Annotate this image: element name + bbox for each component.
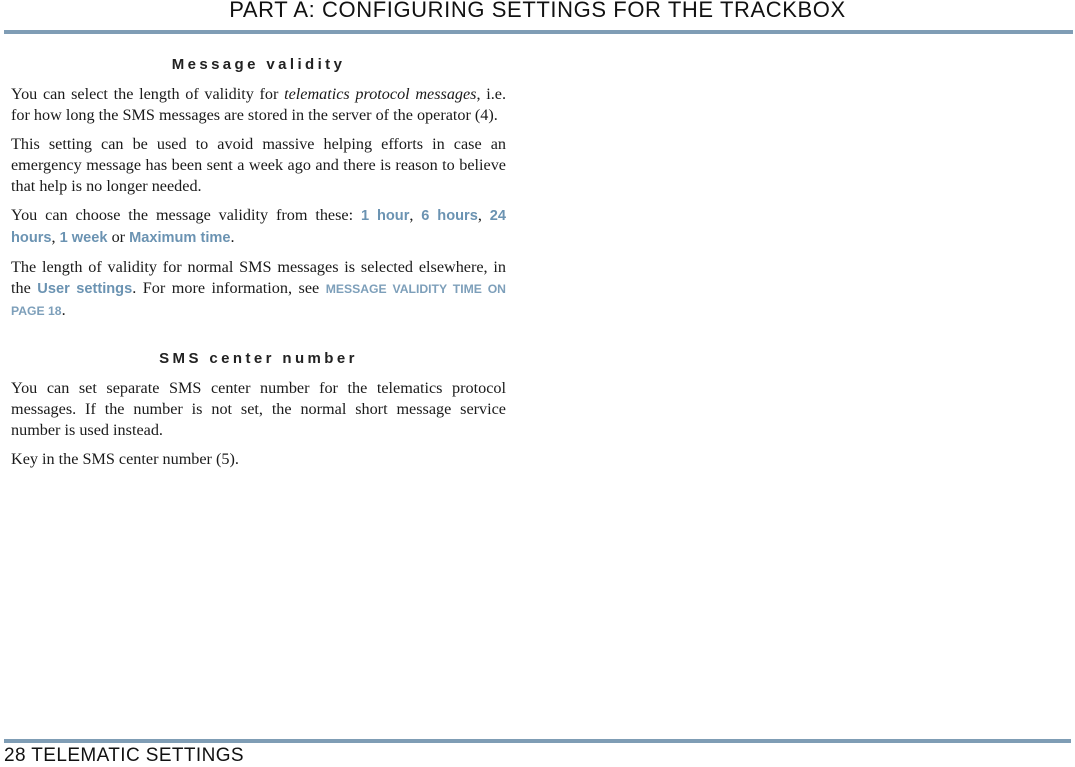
- cross-reference-link[interactable]: MESSAGE VALIDITY TIME ON PAGE 18: [11, 282, 506, 318]
- paragraph-sms-center-intro: You can set separate SMS center number for the telematics protocol messages. If the number is not set, the normal short message service number is used instead.: [11, 379, 506, 439]
- section-heading-message-validity: Message validity: [171, 56, 346, 73]
- separator: ,: [409, 206, 422, 224]
- option-1-hour: 1 hour: [360, 208, 410, 224]
- separator-or: or: [107, 228, 130, 246]
- paragraph-sms-center-keyin: Key in the SMS center number (5).: [11, 450, 239, 468]
- separator: ,: [477, 206, 490, 224]
- footer-divider: [4, 739, 1071, 743]
- header-divider: [4, 30, 1073, 34]
- option-maximum-time: Maximum time: [129, 230, 231, 246]
- paragraph-validity-purpose: This setting can be used to avoid massive helping efforts in case an emergency message has been sent a week ago and there is reason to believe that help is no longer needed.: [11, 135, 506, 195]
- text-span: The length of validity for normal SMS messages is selected elsewhere, in the: [11, 258, 506, 297]
- separator: ,: [51, 228, 60, 246]
- user-settings-term: User settings: [37, 281, 133, 297]
- option-1-week: 1 week: [59, 230, 108, 246]
- page-header-title: PART A: CONFIGURING SETTINGS FOR THE TRACKBOX: [229, 0, 846, 22]
- text-span: You can choose the message validity from these:: [11, 206, 361, 224]
- option-24-hours: 24 hours: [11, 208, 506, 246]
- paragraph-validity-intro: [11, 84, 506, 126]
- text-span: , i.e. for how long the SMS messages are stored in the server of the operator (4).: [11, 85, 507, 124]
- text-span: . For more information, see: [132, 279, 326, 297]
- section-heading-sms-center-number: SMS center number: [159, 350, 358, 367]
- content-column: [11, 55, 506, 478]
- text-span: .: [61, 301, 66, 319]
- option-6-hours: 6 hours: [421, 208, 478, 224]
- paragraph-normal-sms-validity: [11, 257, 506, 322]
- paragraph-validity-options: [11, 205, 506, 249]
- page-footer: 28 TELEMATIC SETTINGS: [4, 745, 244, 766]
- text-span: You can select the length of validity for: [11, 85, 285, 103]
- emphasis-telematics-messages: telematics protocol messages: [284, 85, 477, 103]
- text-span: .: [230, 228, 235, 246]
